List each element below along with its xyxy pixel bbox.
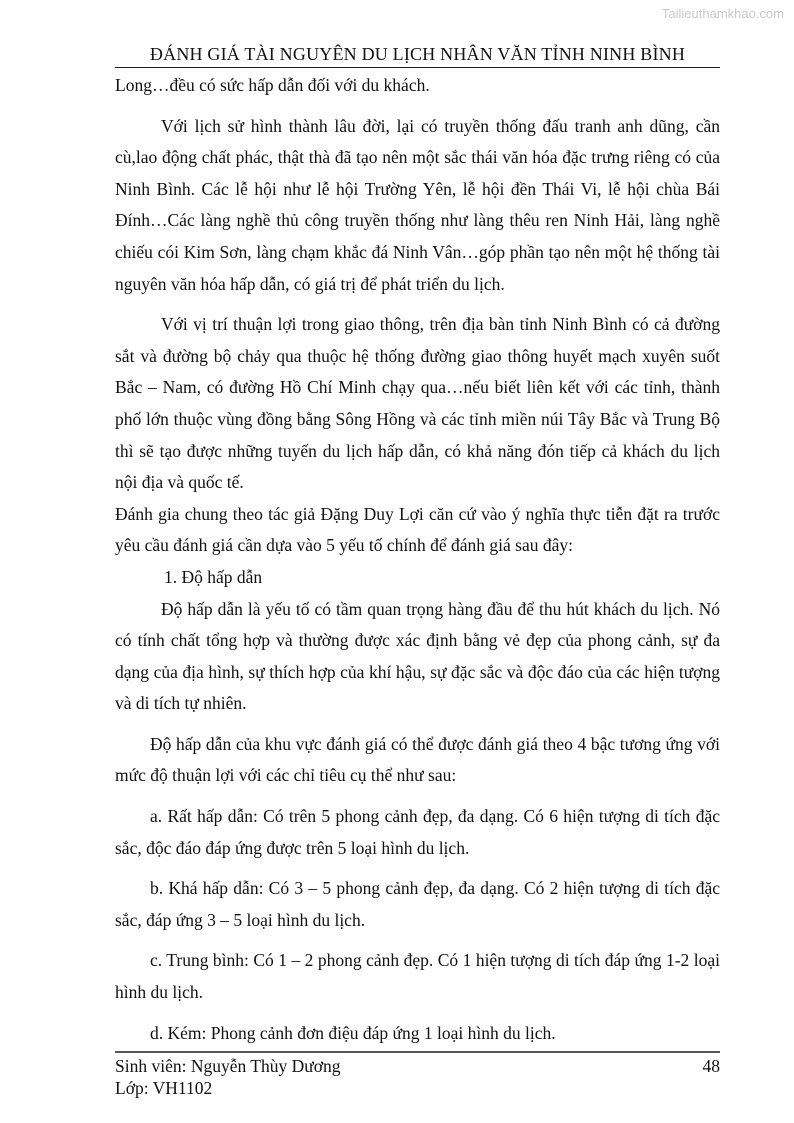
section-heading: 1. Độ hấp dẫn [164,566,263,587]
footer-class: Lớp: VH1102 [115,1078,213,1098]
footer-rule [115,1051,720,1053]
paragraph-3: Đánh gia chung theo tác giả Đặng Duy Lợi căn cứ vào ý nghĩa thực tiễn đặt ra trước yêu cầu đánh giá cần dựa vào 5 yếu tố chính để đánh giá sau đây: [115,503,720,556]
page-number: 48 [702,1056,720,1076]
header-rule [115,67,720,68]
paragraph-1: Với lịch sử hình thành lâu đời, lại có truyền thống đấu tranh anh dũng, cần cù,lao động chất phác, thật thà đã tạo nên một sắc thái văn hóa đặc trưng riêng có của Ninh Bình. Các lễ hội như lễ hội Trường Yên, lễ hội đền Thái Vi, lễ hội chùa Bái Đính…Các làng nghề thủ công truyền thống như làng thêu ren Ninh Hải, làng nghề chiếu cói Kim Sơn, làng chạm khắc đá Ninh Vân…góp phần tạo nên một hệ thống tài nguyên văn hóa hấp dẫn, có giá trị để phát triển du lịch. [115,115,720,294]
watermark: Tailieuthamkhao.com [661,6,784,21]
paragraph-5: Độ hấp dẫn của khu vực đánh giá có thể được đánh giá theo 4 bậc tương ứng với mức độ thuận lợi với các chỉ tiêu cụ thể như sau: [115,733,720,786]
paragraph-2: Với vị trí thuận lợi trong giao thông, trên địa bàn tỉnh Ninh Bình có cả đường sắt và đường bộ chảy qua thuộc hệ thống đường giao thông huyết mạch xuyên suốt Bắc – Nam, có đường Hồ Chí Minh chạy qua…nếu biết liên kết với các tỉnh, thành phố lớn thuộc vùng đồng bằng Sông Hồng và các tỉnh miền núi Tây Bắc và Trung Bộ thì sẽ tạo được những tuyến du lịch hấp dẫn, có khả năng đón tiếp cả khách du lịch nội địa và quốc tế. [115,314,720,493]
running-header: ĐÁNH GIÁ TÀI NGUYÊN DU LỊCH NHÂN VĂN TỈNH NINH BÌNH [149,44,686,64]
list-item-d: d. Kém: Phong cảnh đơn điệu đáp ứng 1 loại hình du lịch. [150,1022,556,1043]
list-item-b: b. Khá hấp dẫn: Có 3 – 5 phong cảnh đẹp, đa dạng. Có 2 hiện tượng di tích đặc sắc, đáp ứng 3 – 5 loại hình du lịch. [115,878,720,930]
footer-student: Sinh viên: Nguyễn Thùy Dương [115,1056,341,1076]
page-body [115,70,720,1049]
list-item-a: a. Rất hấp dẫn: Có trên 5 phong cảnh đẹp, đa dạng. Có 6 hiện tượng di tích đặc sắc, độc đáo đáp ứng được trên 5 loại hình du lịch. [115,806,720,858]
page-footer [115,1055,720,1099]
paragraph-4: Độ hấp dẫn là yếu tố có tầm quan trọng hàng đầu để thu hút khách du lịch. Nó có tính chất tổng hợp và thường được xác định bằng vẻ đẹp của phong cảnh, sự đa dạng của địa hình, sự thích hợp của khí hậu, sự đặc sắc và độc đáo của các hiện tượng và di tích tự nhiên. [115,598,720,714]
paragraph-0: Long…đều có sức hấp dẫn đối với du khách. [115,75,430,95]
list-item-c: c. Trung bình: Có 1 – 2 phong cảnh đẹp. Có 1 hiện tượng di tích đáp ứng 1-2 loại hình du lịch. [115,950,720,1003]
